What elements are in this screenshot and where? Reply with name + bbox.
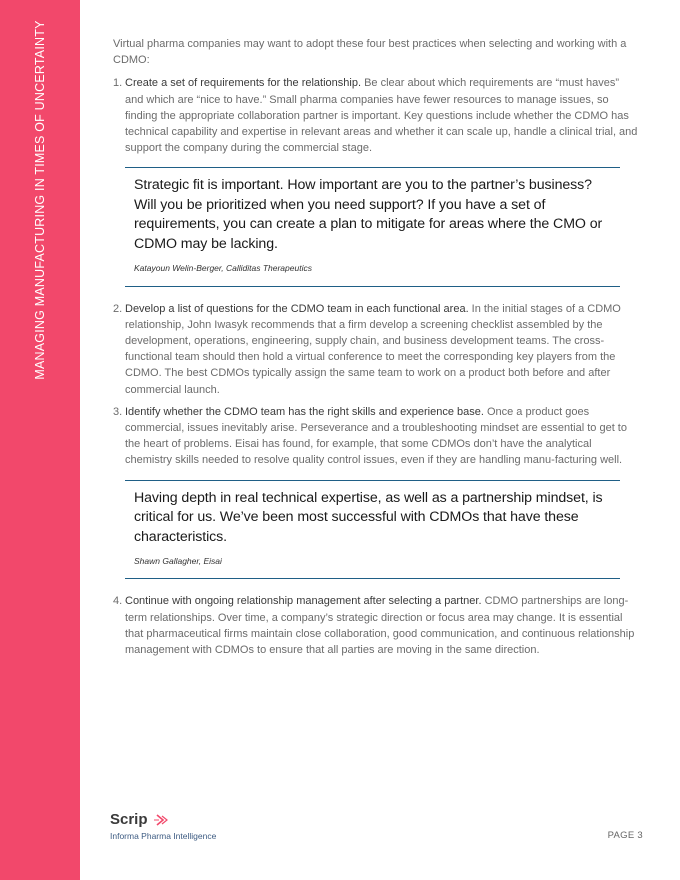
- list-lead: Create a set of requirements for the relationship.: [125, 77, 362, 90]
- list-number: 2.: [113, 302, 123, 315]
- sidebar: [0, 0, 80, 880]
- quote-attribution: Katayoun Welin-Berger, Calliditas Therapeutics: [134, 263, 312, 274]
- list-number: 3.: [113, 405, 123, 418]
- list-body: In the initial stages of a CDMO relationship, John Iwasyk recommends that a firm develop a screening checklist assembled by the development, operations, engineering, supply chain, and business development teams. The cross-functional team should then hold a virtual conference to meet the corresponding key players from the CDMO. The best CDMOs typically assign the same team to work on a product both before and after commercial launch.: [125, 302, 621, 396]
- list-body: Once a product goes commercial, issues inevitably arise. Perseverance and a troubleshooting mindset are essential to get to the heart of problems. Eisai has found, for example, that some CDMOs don’t have the analytical chemistry skills needed to resolve quality control issues, even if they are handling manu-facturing well.: [125, 405, 627, 467]
- page-number: PAGE 3: [607, 830, 643, 841]
- list-number: 4.: [113, 595, 123, 608]
- logo-word: Scrip: [110, 811, 148, 829]
- list-body: Be clear about which requirements are “must haves” and which are “nice to have.” Small pharma companies have fewer resources to manage issues, so finding the appropriate collaboration partner is important. Key questions include whether the CDMO has technical capability and expertise in relevant areas and whether it can scale up, handle a clinical trial, and support the company during the commercial stage.: [125, 77, 638, 155]
- list-item: [113, 404, 640, 469]
- list-item: [113, 593, 640, 658]
- quote-text: Strategic fit is important. How important are you to the partner’s business? Will you be prioritized when you need support? If you have a set of requirements, you can create a plan to mitigate for areas where the CMO or CDMO may be lacking.: [134, 177, 603, 252]
- logo-subtitle: Informa Pharma Intelligence: [110, 831, 217, 841]
- list-lead: Develop a list of questions for the CDMO team in each functional area.: [125, 302, 469, 315]
- sidebar-title: MANAGING MANUFACTURING IN TIMES OF UNCERTAINTY: [33, 20, 47, 380]
- list-body: CDMO partnerships are long-term relationships. Over time, a company’s strategic direction or focus area may change. It is essential that pharmaceutical firms maintain close collaboration, good communication, and continuous relationship management with CDMOs to ensure that all parties are moving in the same direction.: [125, 595, 635, 656]
- quote-text: Having depth in real technical expertise, as well as a partnership mindset, is critical for us. We’ve been most successful with CDMOs that have these characteristics.: [134, 489, 603, 545]
- list-lead: Identify whether the CDMO team has the right skills and experience base.: [125, 405, 484, 418]
- pull-quote: [125, 480, 620, 580]
- pull-quote: [125, 167, 620, 286]
- main-content: [113, 36, 640, 664]
- list-lead: Continue with ongoing relationship management after selecting a partner.: [125, 595, 482, 608]
- list-item: [113, 301, 640, 398]
- scrip-logo: [110, 811, 216, 841]
- quote-attribution: Shawn Gallagher, Eisai: [134, 556, 222, 567]
- list-item: [113, 75, 640, 156]
- list-number: 1.: [113, 77, 123, 90]
- intro-paragraph: Virtual pharma companies may want to adopt these four best practices when selecting and working with a CDMO:: [113, 38, 627, 67]
- logo-chevron-icon: [154, 812, 170, 828]
